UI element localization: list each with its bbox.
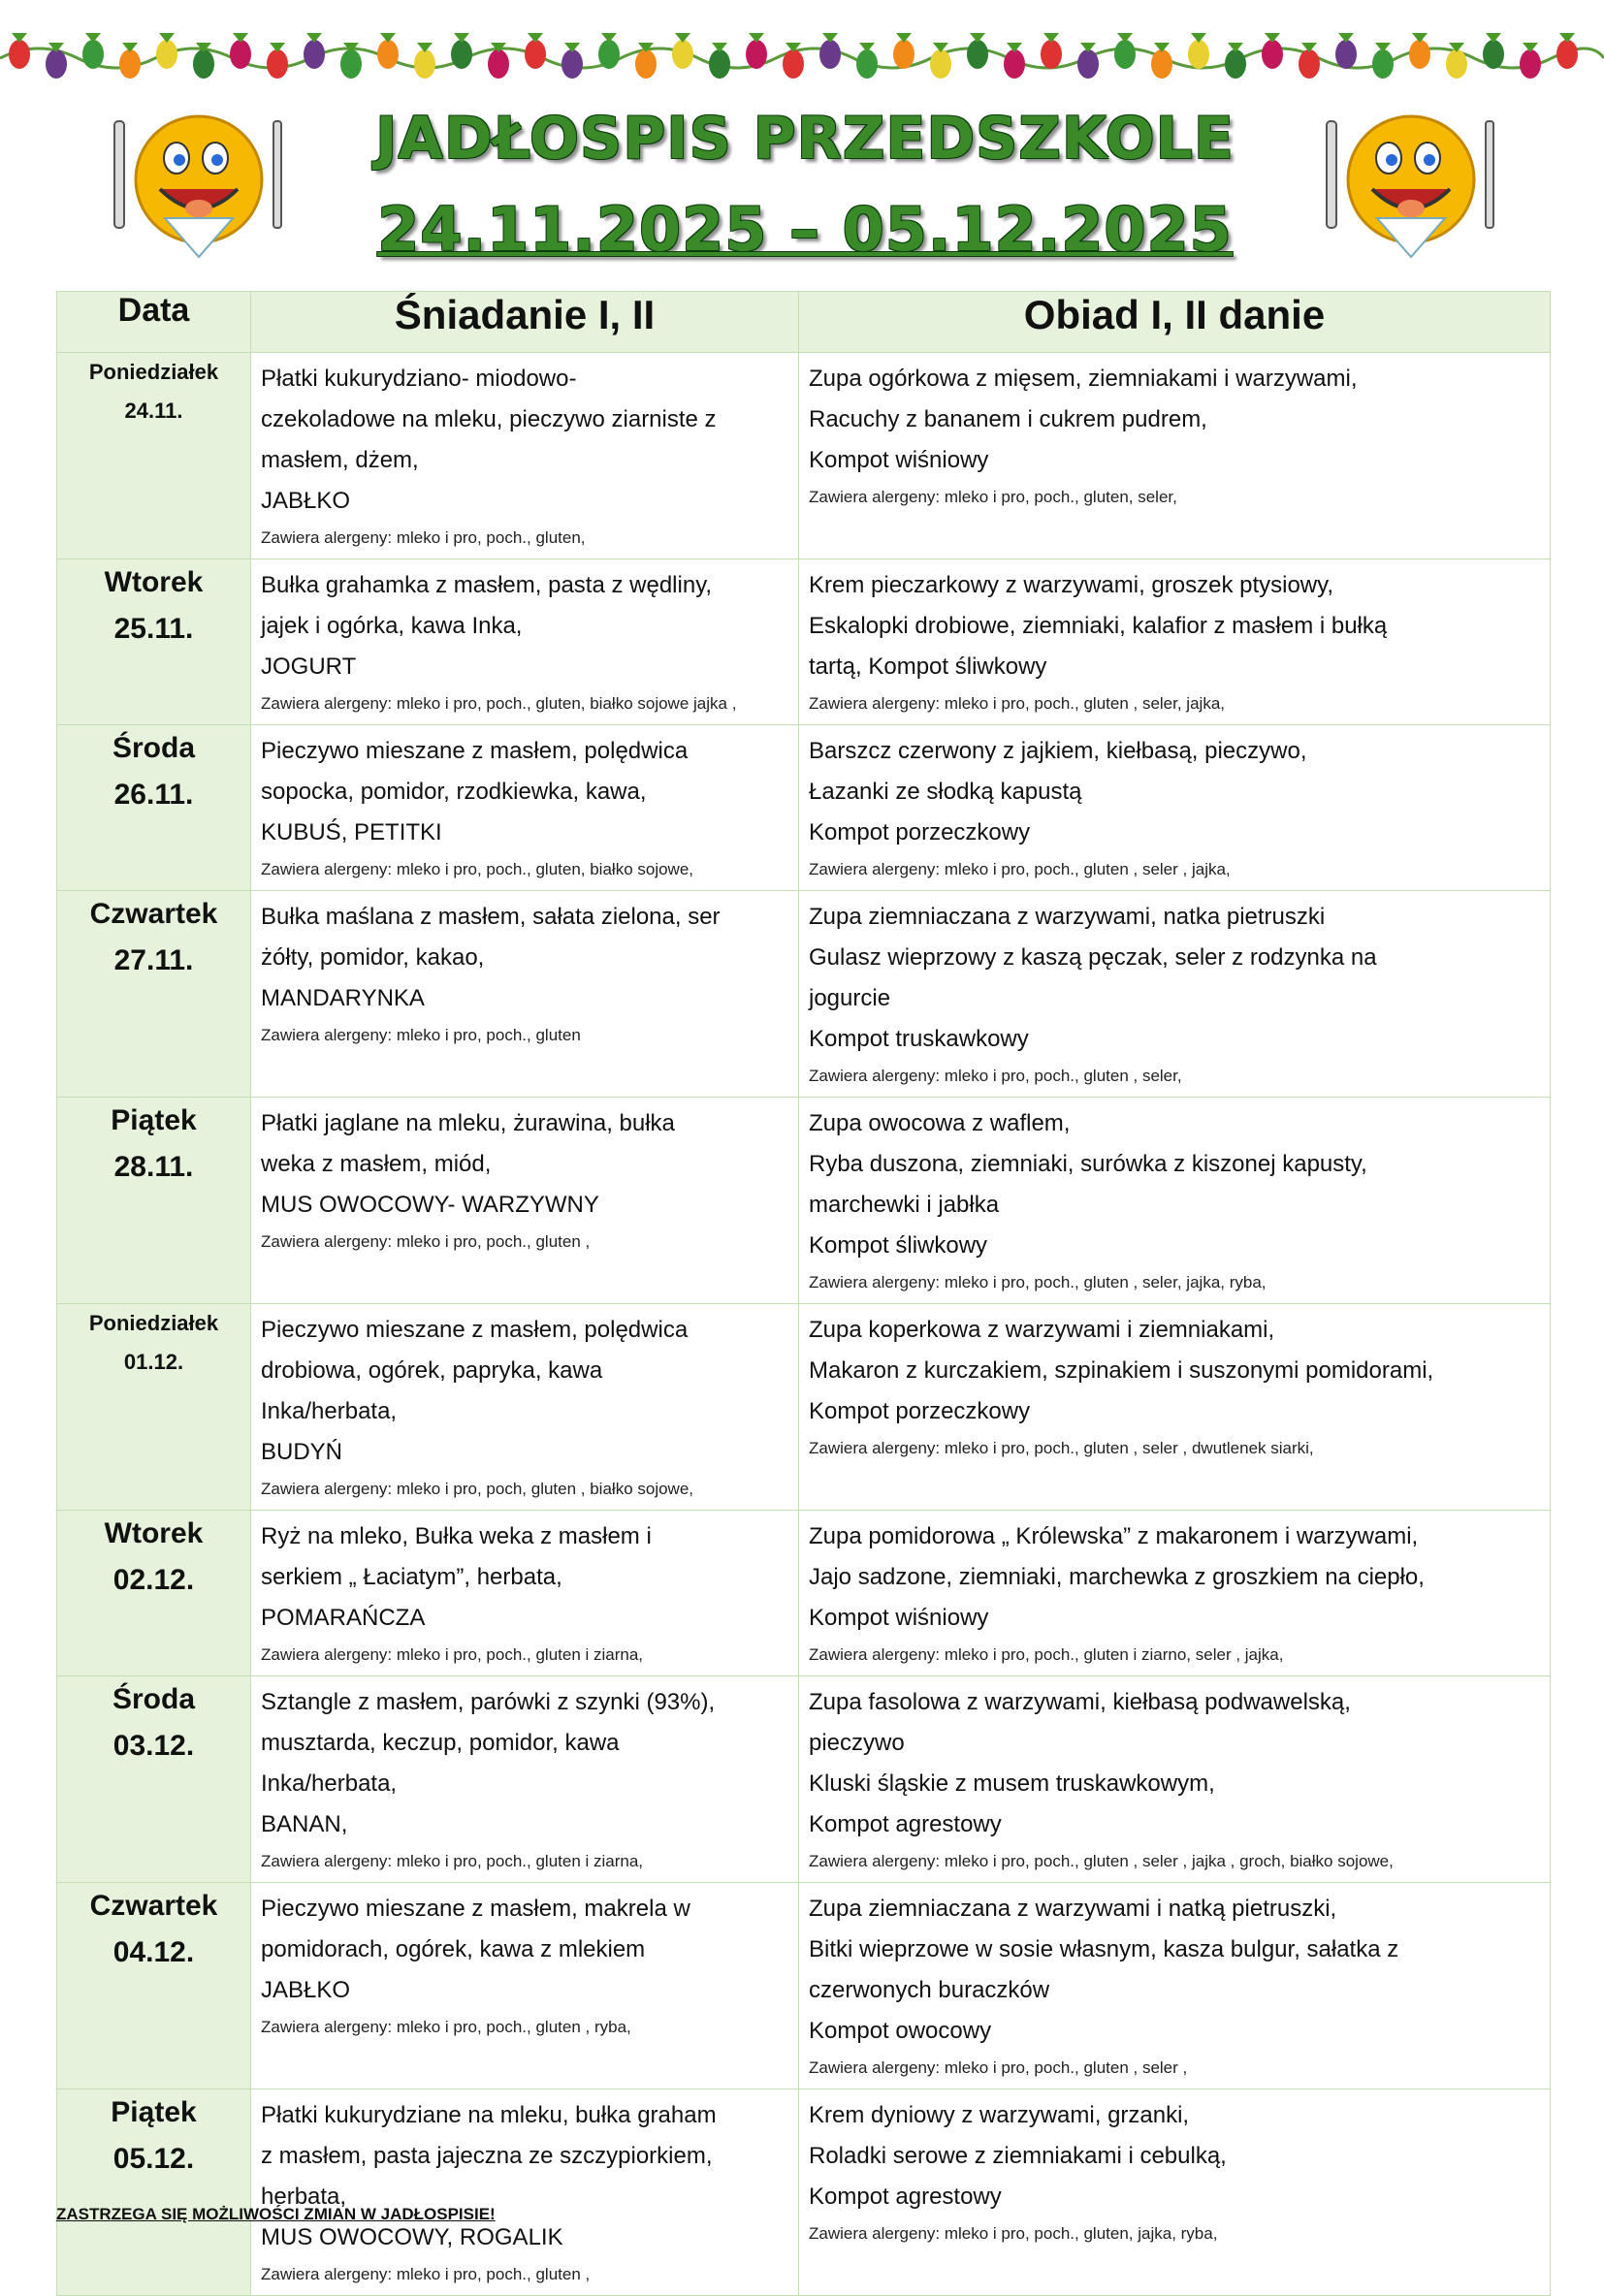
date-range: 24.11.2025 – 05.12.2025 (377, 194, 1233, 265)
vegetable-icon (525, 40, 546, 69)
lunch-allergens: Zawiera alergeny: mleko i pro, poch., gluten , seler , (809, 2058, 1188, 2077)
lunch-allergens: Zawiera alergeny: mleko i pro, poch., gluten, jajka, ryba, (809, 2224, 1218, 2243)
lunch-menu-line: Zupa fasolowa z warzywami, kiełbasą podwawelską, (809, 1689, 1351, 1715)
vegetable-icon (230, 40, 251, 69)
lunch-menu-line: Zupa owocowa z waflem, (809, 1110, 1071, 1136)
lunch-cell (799, 1304, 1551, 1511)
lunch-allergens: Zawiera alergeny: mleko i pro, poch., gluten , seler, (809, 1067, 1182, 1085)
lunch-cell (799, 353, 1551, 559)
day-date: 24.11. (124, 399, 183, 423)
menu-row (57, 2089, 1551, 2296)
breakfast-menu-line: Ryż na mleko, Bułka weka z masłem i (261, 1523, 652, 1549)
vegetable-icon (46, 49, 67, 79)
vegetable-icon (783, 49, 804, 79)
vegetable-icon (1520, 49, 1541, 79)
breakfast-menu-line: Inka/herbata, (261, 1398, 398, 1424)
breakfast-menu-line: Pieczywo mieszane z masłem, polędwica (261, 1317, 689, 1343)
lunch-cell (799, 559, 1551, 725)
vegetable-icon (598, 40, 620, 69)
lunch-cell (799, 891, 1551, 1098)
leaf-icon (12, 33, 27, 43)
vegetable-icon (819, 40, 841, 69)
leaf-icon (675, 33, 690, 43)
breakfast-cell (251, 1304, 799, 1511)
menu-row (57, 1098, 1551, 1304)
column-header-lunch: Obiad I, II danie (799, 292, 1551, 353)
breakfast-menu-line: Płatki kukurydziane na mleku, bułka graham (261, 2102, 717, 2128)
lunch-menu-line: Gulasz wieprzowy z kaszą pęczak, seler z rodzynka na (809, 944, 1377, 971)
breakfast-cell (251, 353, 799, 559)
lunch-menu-line: Kompot agrestowy (809, 1811, 1002, 1837)
day-cell (57, 1676, 251, 1883)
leaf-icon (1043, 33, 1059, 43)
leaf-icon (896, 33, 912, 43)
leaf-icon (380, 33, 396, 43)
leaf-icon (1375, 43, 1391, 52)
leaf-icon (1559, 33, 1575, 43)
breakfast-menu-line: z masłem, pasta jajeczna ze szczypiorkiem, (261, 2143, 713, 2169)
vegetable-icon (304, 40, 325, 69)
vegetable-icon (1299, 49, 1320, 79)
day-name: Czwartek (89, 1890, 218, 1922)
day-cell (57, 1511, 251, 1676)
vegetable-icon (377, 40, 399, 69)
leaf-icon (564, 43, 580, 52)
lunch-allergens: Zawiera alergeny: mleko i pro, poch., gluten , seler, jajka, (809, 694, 1225, 713)
leaf-icon (1007, 43, 1022, 52)
vegetable-icon (1483, 40, 1504, 69)
vegetable-icon (451, 40, 472, 69)
breakfast-menu-line: masłem, dżem, (261, 447, 419, 473)
lunch-cell (799, 1511, 1551, 1676)
vegetable-icon (930, 49, 951, 79)
menu-row (57, 725, 1551, 891)
lunch-allergens: Zawiera alergeny: mleko i pro, poch., gluten , seler , jajka, (809, 860, 1231, 878)
day-date: 05.12. (112, 2143, 195, 2175)
smiley-chef-icon (1319, 102, 1503, 267)
breakfast-menu-line: Bułka grahamka z masłem, pasta z wędliny, (261, 572, 713, 598)
vegetable-icon (156, 40, 177, 69)
vegetable-icon (340, 49, 362, 79)
lunch-menu-line: Krem dyniowy z warzywami, grzanki, (809, 2102, 1190, 2128)
leaf-icon (749, 33, 764, 43)
vegetable-icon (267, 49, 288, 79)
lunch-menu-line: pieczywo (809, 1730, 905, 1756)
lunch-cell (799, 1883, 1551, 2089)
breakfast-cell (251, 1883, 799, 2089)
vegetable-border-decoration (0, 29, 1604, 87)
day-cell (57, 891, 251, 1098)
vegetable-icon (709, 49, 730, 79)
day-name: Poniedziałek (88, 1311, 219, 1335)
breakfast-menu-line: czekoladowe na mleku, pieczywo ziarniste z (261, 406, 717, 432)
day-cell (57, 1098, 251, 1304)
vegetable-icon (1151, 49, 1172, 79)
vegetable-icon (1556, 40, 1578, 69)
lunch-menu-line: jogurcie (809, 985, 891, 1011)
breakfast-menu-line: POMARAŃCZA (261, 1605, 426, 1631)
leaf-icon (1265, 33, 1280, 43)
day-cell (57, 1304, 251, 1511)
breakfast-menu-line: Bułka maślana z masłem, sałata zielona, ser (261, 904, 721, 930)
breakfast-menu-line: JABŁKO (261, 1977, 351, 2003)
breakfast-menu-line: Płatki kukurydziano- miodowo- (261, 366, 577, 392)
breakfast-cell (251, 891, 799, 1098)
lunch-menu-line: Kompot owocowy (809, 2018, 992, 2044)
day-name: Środa (112, 1683, 196, 1715)
lunch-cell (799, 1098, 1551, 1304)
table-header-row (57, 292, 1551, 353)
lunch-menu-line: Zupa koperkowa z warzywami i ziemniakami, (809, 1317, 1275, 1343)
lunch-menu-line: czerwonych buraczków (809, 1977, 1050, 2003)
page-title: JADŁOSPIS PRZEDSZKOLE (375, 105, 1235, 173)
disclaimer-footer: ZASTRZEGA SIĘ MOŻLIWOŚCI ZMIAN W JADŁOSPISIE! (56, 2205, 496, 2223)
day-name: Czwartek (89, 898, 218, 930)
breakfast-allergens: Zawiera alergeny: mleko i pro, poch., gluten, białko sojowe jajka , (261, 694, 737, 713)
breakfast-menu-line: weka z masłem, miód, (261, 1151, 492, 1177)
lunch-menu-line: Makaron z kurczakiem, szpinakiem i suszonymi pomidorami, (809, 1357, 1434, 1384)
breakfast-menu-line: drobiowa, ogórek, papryka, kawa (261, 1357, 603, 1384)
vegetable-icon (1041, 40, 1062, 69)
breakfast-menu-line: żółty, pomidor, kakao, (261, 944, 485, 971)
lunch-menu-line: marchewki i jabłka (809, 1192, 1000, 1218)
breakfast-menu-line: BANAN, (261, 1811, 348, 1837)
leaf-icon (528, 33, 543, 43)
vegetable-icon (1077, 49, 1099, 79)
lunch-cell (799, 725, 1551, 891)
breakfast-allergens: Zawiera alergeny: mleko i pro, poch., gluten, białko sojowe, (261, 860, 694, 878)
lunch-menu-line: Zupa ogórkowa z mięsem, ziemniakami i warzywami, (809, 366, 1358, 392)
lunch-menu-line: Kompot porzeczkowy (809, 819, 1031, 845)
vegetable-icon (119, 49, 141, 79)
day-name: Środa (112, 732, 196, 764)
leaf-icon (859, 43, 875, 52)
breakfast-cell (251, 1676, 799, 1883)
vegetable-icon (414, 49, 435, 79)
leaf-icon (233, 33, 248, 43)
breakfast-allergens: Zawiera alergeny: mleko i pro, poch, gluten , białko sojowe, (261, 1480, 694, 1498)
leaf-icon (1080, 43, 1096, 52)
vegetable-icon (9, 40, 30, 69)
breakfast-cell (251, 2089, 799, 2296)
breakfast-menu-line: MANDARYNKA (261, 985, 425, 1011)
vegetable-icon (893, 40, 914, 69)
breakfast-menu-line: Pieczywo mieszane z masłem, polędwica (261, 738, 689, 764)
lunch-allergens: Zawiera alergeny: mleko i pro, poch., gluten , seler, jajka, ryba, (809, 1273, 1267, 1292)
lunch-menu-line: Barszcz czerwony z jajkiem, kiełbasą, pieczywo, (809, 738, 1307, 764)
breakfast-menu-line: MUS OWOCOWY, ROGALIK (261, 2224, 563, 2250)
leaf-icon (822, 33, 838, 43)
lunch-allergens: Zawiera alergeny: mleko i pro, poch., gluten , seler , dwutlenek siarki, (809, 1439, 1314, 1457)
lunch-allergens: Zawiera alergeny: mleko i pro, poch., gluten , seler , jajka , groch, białko sojowe, (809, 1852, 1394, 1870)
leaf-icon (970, 33, 985, 43)
day-cell (57, 2089, 251, 2296)
menu-row (57, 1304, 1551, 1511)
lunch-menu-line: Zupa pomidorowa „ Królewska” z makaronem i warzywami, (809, 1523, 1419, 1549)
lunch-menu-line: Kompot porzeczkowy (809, 1398, 1031, 1424)
lunch-cell (799, 2089, 1551, 2296)
breakfast-allergens: Zawiera alergeny: mleko i pro, poch., gluten, (261, 528, 586, 547)
vegetable-icon (561, 49, 583, 79)
breakfast-menu-line: JABŁKO (261, 488, 351, 514)
leaf-icon (270, 43, 285, 52)
breakfast-menu-line: MUS OWOCOWY- WARZYWNY (261, 1192, 599, 1218)
day-date: 28.11. (113, 1151, 194, 1183)
day-date: 27.11. (113, 944, 194, 976)
breakfast-allergens: Zawiera alergeny: mleko i pro, poch., gluten , (261, 2265, 591, 2283)
breakfast-menu-line: JOGURT (261, 654, 357, 680)
breakfast-allergens: Zawiera alergeny: mleko i pro, poch., gluten (261, 1026, 581, 1044)
vegetable-icon (672, 40, 693, 69)
lunch-menu-line: Jajo sadzone, ziemniaki, marchewka z groszkiem na ciepło, (809, 1564, 1425, 1590)
column-header-breakfast: Śniadanie I, II (251, 292, 799, 353)
menu-table (56, 291, 1551, 2296)
leaf-icon (1154, 43, 1170, 52)
lunch-menu-line: tartą, Kompot śliwkowy (809, 654, 1047, 680)
breakfast-allergens: Zawiera alergeny: mleko i pro, poch., gluten i ziarna, (261, 1645, 644, 1664)
vegetable-icon (746, 40, 767, 69)
breakfast-cell (251, 559, 799, 725)
day-name: Piątek (111, 2096, 197, 2128)
vegetable-icon (856, 49, 878, 79)
leaf-icon (122, 43, 138, 52)
lunch-menu-line: Kompot truskawkowy (809, 1026, 1029, 1052)
day-date: 01.12. (123, 1350, 184, 1374)
leaf-icon (1412, 33, 1428, 43)
lunch-menu-line: Zupa ziemniaczana z warzywami, natka pietruszki (809, 904, 1326, 930)
lunch-allergens: Zawiera alergeny: mleko i pro, poch., gluten i ziarno, seler , jajka, (809, 1645, 1284, 1664)
vegetable-icon (967, 40, 988, 69)
day-name: Piątek (111, 1104, 197, 1136)
leaf-icon (601, 33, 617, 43)
vegetable-icon (82, 40, 104, 69)
day-date: 03.12. (112, 1730, 195, 1762)
breakfast-menu-line: KUBUŚ, PETITKI (261, 819, 442, 845)
menu-row (57, 891, 1551, 1098)
menu-row (57, 1676, 1551, 1883)
breakfast-menu-line: herbata, (261, 2184, 347, 2210)
menu-row (57, 559, 1551, 725)
lunch-menu-line: Kompot wiśniowy (809, 1605, 989, 1631)
day-cell (57, 725, 251, 891)
vegetable-icon (1188, 40, 1209, 69)
vegetable-icon (1446, 49, 1467, 79)
leaf-icon (1338, 33, 1354, 43)
day-name: Poniedziałek (88, 360, 219, 384)
breakfast-menu-line: musztarda, keczup, pomidor, kawa (261, 1730, 620, 1756)
day-date: 26.11. (113, 779, 194, 811)
lunch-menu-line: Bitki wieprzowe w sosie własnym, kasza bulgur, sałatka z (809, 1936, 1399, 1962)
vegetable-icon (635, 49, 657, 79)
lunch-menu-line: Ryba duszona, ziemniaki, surówka z kiszonej kapusty, (809, 1151, 1367, 1177)
lunch-menu-line: Kompot agrestowy (809, 2184, 1002, 2210)
vegetable-icon (193, 49, 214, 79)
lunch-cell (799, 1676, 1551, 1883)
smiley-chef-icon (107, 102, 291, 267)
breakfast-cell (251, 725, 799, 891)
lunch-menu-line: Łazanki ze słodką kapustą (809, 779, 1082, 805)
lunch-allergens: Zawiera alergeny: mleko i pro, poch., gluten, seler, (809, 488, 1177, 506)
lunch-menu-line: Kompot śliwkowy (809, 1232, 988, 1259)
vegetable-icon (1114, 40, 1136, 69)
leaf-icon (85, 33, 101, 43)
breakfast-cell (251, 1098, 799, 1304)
breakfast-allergens: Zawiera alergeny: mleko i pro, poch., gluten , ryba, (261, 2018, 631, 2036)
lunch-menu-line: Eskalopki drobiowe, ziemniaki, kalafior z masłem i bułką (809, 613, 1388, 639)
lunch-menu-line: Kompot wiśniowy (809, 447, 989, 473)
menu-row (57, 1511, 1551, 1676)
vegetable-icon (1335, 40, 1357, 69)
leaf-icon (417, 43, 433, 52)
vegetable-icon (1409, 40, 1430, 69)
breakfast-menu-line: Pieczywo mieszane z masłem, makrela w (261, 1896, 690, 1922)
lunch-menu-line: Roladki serowe z ziemniakami i cebulką, (809, 2143, 1227, 2169)
breakfast-menu-line: serkiem „ Łaciatym”, herbata, (261, 1564, 562, 1590)
leaf-icon (1228, 43, 1243, 52)
day-date: 25.11. (113, 613, 194, 645)
column-header-date: Data (57, 292, 251, 353)
vegetable-icon (1262, 40, 1283, 69)
lunch-menu-line: Zupa ziemniaczana z warzywami i natką pietruszki, (809, 1896, 1337, 1922)
leaf-icon (712, 43, 727, 52)
breakfast-allergens: Zawiera alergeny: mleko i pro, poch., gluten i ziarna, (261, 1852, 644, 1870)
vegetable-icon (1372, 49, 1394, 79)
breakfast-cell (251, 1511, 799, 1676)
breakfast-menu-line: BUDYŃ (261, 1439, 343, 1465)
leaf-icon (306, 33, 322, 43)
vegetable-icon (488, 49, 509, 79)
breakfast-menu-line: pomidorach, ogórek, kawa z mlekiem (261, 1936, 646, 1962)
leaf-icon (1191, 33, 1206, 43)
lunch-menu-line: Racuchy z bananem i cukrem pudrem, (809, 406, 1207, 432)
menu-row (57, 353, 1551, 559)
leaf-icon (1486, 33, 1501, 43)
day-cell (57, 559, 251, 725)
breakfast-menu-line: Inka/herbata, (261, 1770, 398, 1797)
breakfast-allergens: Zawiera alergeny: mleko i pro, poch., gluten , (261, 1232, 591, 1251)
breakfast-menu-line: jajek i ogórka, kawa Inka, (261, 613, 523, 639)
day-cell (57, 1883, 251, 2089)
lunch-menu-line: Krem pieczarkowy z warzywami, groszek ptysiowy, (809, 572, 1334, 598)
leaf-icon (159, 33, 175, 43)
lunch-menu-line: Kluski śląskie z musem truskawkowym, (809, 1770, 1215, 1797)
breakfast-menu-line: Płatki jaglane na mleku, żurawina, bułka (261, 1110, 675, 1136)
breakfast-menu-line: sopocka, pomidor, rzodkiewka, kawa, (261, 779, 647, 805)
leaf-icon (1523, 43, 1538, 52)
vegetable-icon (1225, 49, 1246, 79)
leaf-icon (454, 33, 469, 43)
day-date: 02.12. (112, 1564, 195, 1596)
menu-row (57, 1883, 1551, 2089)
day-cell (57, 353, 251, 559)
day-name: Wtorek (104, 1517, 204, 1549)
leaf-icon (1117, 33, 1133, 43)
day-date: 04.12. (112, 1936, 195, 1968)
day-name: Wtorek (104, 566, 204, 598)
breakfast-menu-line: Sztangle z masłem, parówki z szynki (93%), (261, 1689, 716, 1715)
vegetable-icon (1004, 49, 1025, 79)
